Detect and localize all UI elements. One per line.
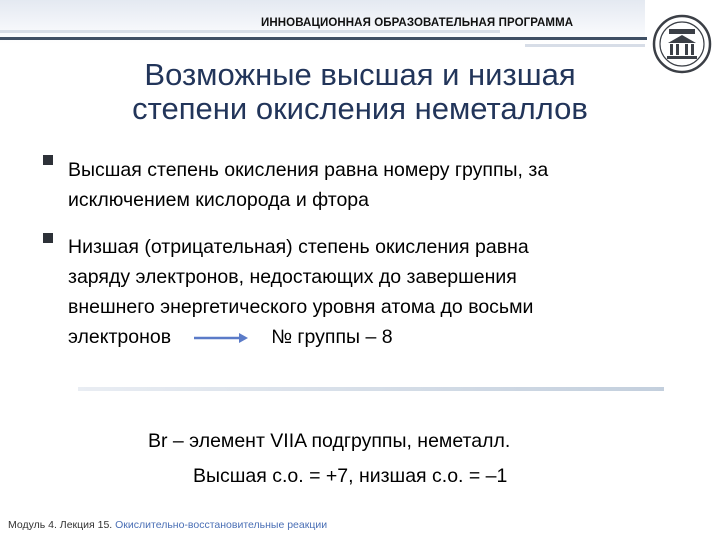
bullet-item-highest: [68, 155, 668, 215]
footer-module: Модуль 4. Лекция 15.: [8, 519, 113, 531]
bullet-line: Высшая степень окисления равна номеру группы, за: [68, 159, 549, 181]
square-bullet-icon: [43, 155, 53, 165]
slide-title: [60, 58, 660, 126]
footer: [8, 519, 327, 531]
program-label: ИННОВАЦИОННАЯ ОБРАЗОВАТЕЛЬНАЯ ПРОГРАММА: [261, 17, 574, 29]
square-bullet-icon: [43, 233, 53, 243]
section-divider: [78, 387, 664, 391]
right-arrow-icon: [193, 332, 249, 344]
bullet-item-lowest: [68, 232, 668, 352]
formula-left-text: электронов: [68, 326, 172, 348]
header-hatch: [525, 44, 645, 47]
bullet-line: Низшая (отрицательная) степень окисления равна: [68, 236, 529, 258]
slide-title-line: степени окисления неметаллов: [132, 91, 588, 126]
footer-topic: Окислительно-восстановительные реакции: [115, 519, 328, 531]
bullet-line: заряду электронов, недостающих до завершения: [68, 266, 517, 288]
example-line-oxidation: Высшая с.о. = +7, низшая с.о. = –1: [193, 465, 508, 487]
header-hatch: [0, 30, 500, 33]
slide-title-line: Возможные высшая и низшая: [144, 57, 576, 92]
formula-right-text: № группы – 8: [271, 326, 393, 348]
bullet-line: внешнего энергетического уровня атома до восьми: [68, 296, 534, 318]
example-line-element: Br – элемент VIIA подгруппы, неметалл.: [148, 430, 511, 452]
header-divider: [0, 37, 647, 40]
bullet-line-formula: [68, 322, 668, 352]
university-emblem-icon: [652, 14, 712, 74]
bullet-line: исключением кислорода и фтора: [68, 189, 369, 211]
